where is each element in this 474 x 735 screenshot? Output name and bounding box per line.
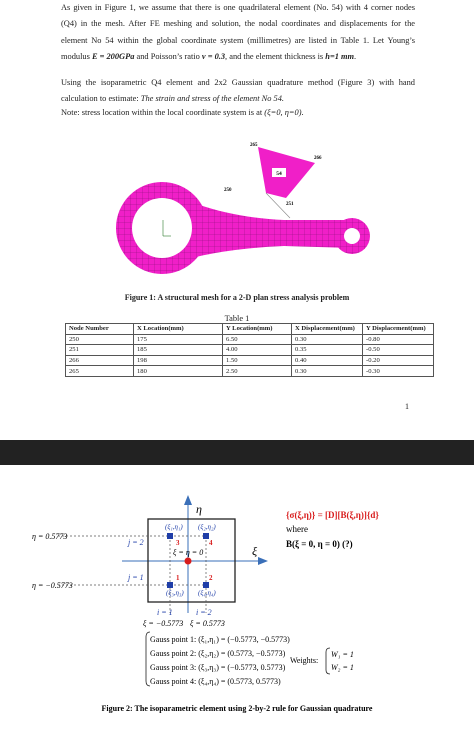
cell: 266 (66, 355, 134, 366)
table-header-row (66, 324, 434, 335)
cell: 175 (134, 334, 223, 345)
figure-2-caption: Figure 2: The isoparametric element using 2-by-2 rule for Gaussian quadrature (101, 704, 373, 713)
xi-left-label: ξ = −0.5773 (143, 619, 184, 628)
xi-right-label: ξ = 0.5773 (190, 619, 225, 628)
text-run: . (301, 108, 304, 117)
cell: 1.50 (223, 355, 292, 366)
j1-label: j = 1 (128, 573, 144, 582)
figure-2 (0, 465, 474, 735)
table-row (66, 355, 434, 366)
eta-axis-label: η (196, 502, 202, 516)
gp-top-right-label: (ξ₂,η₂) (198, 523, 216, 531)
xi-arrow-icon (258, 557, 268, 565)
node-251-label: 251 (286, 202, 294, 207)
task-paragraph (61, 75, 415, 108)
table-row (66, 366, 434, 377)
text-run: As given in Figure 1, we assume that there is one quadrilateral element (No. 54) with 4 corner nodes (Q4) in the mesh. After FE meshing and solution, the nodal coordinates and displacements for the element No 54 within the global coordinate system (millimetres) are listed in Table 1. Let Young’s modulus (61, 3, 415, 62)
intro-paragraph (61, 0, 415, 66)
gauss-point-marker (167, 533, 173, 539)
cell: 250 (66, 334, 134, 345)
cell: -0.30 (363, 366, 434, 377)
center-label: ξ = η = 0 (173, 548, 204, 557)
eta-upper-label: η = 0.5773 (32, 532, 68, 541)
cell: 6.50 (223, 334, 292, 345)
eta-arrow-icon (184, 495, 192, 505)
node-266-label: 266 (314, 156, 322, 161)
weights-label: Weights: (290, 656, 319, 665)
text-run: , and the element thickness is (225, 52, 326, 62)
j2-label: j = 2 (128, 538, 144, 547)
gauss-point-3: Gauss point 3: (ξ₃,η₃) = (−0.5773, 0.5773) (150, 663, 286, 672)
gp-top-left-label: (ξ₁,η₁) (165, 523, 183, 531)
page-separator (0, 440, 474, 465)
i1-label: i = 1 (157, 608, 173, 617)
weight-1: W₁ = 1 (331, 650, 354, 659)
cell: 198 (134, 355, 223, 366)
table-1-title: Table 1 (224, 314, 250, 323)
col-y-displacement: Y Displacement(mm) (363, 324, 434, 335)
weight-2: W₂ = 1 (331, 663, 354, 672)
table-row (66, 345, 434, 356)
node-250-label: 250 (224, 188, 232, 193)
col-x-location: X Location(mm) (134, 324, 223, 335)
page-number: 1 (405, 402, 409, 411)
table-row (66, 334, 434, 345)
cell: -0.50 (363, 345, 434, 356)
gp-number-3: 3 (176, 539, 180, 547)
element-54 (258, 147, 315, 198)
gauss-point-1: Gauss point 1: (ξ₁,η₁) = (−0.5773, −0.5773) (150, 635, 290, 644)
cell: 0.30 (292, 334, 363, 345)
cell: 180 (134, 366, 223, 377)
gauss-point-4: Gauss point 4: (ξ₄,η₄) = (0.5773, 0.5773) (150, 677, 281, 686)
page-2 (0, 465, 474, 735)
big-end-hole (132, 198, 192, 258)
gp-bottom-left-label: (ξ₃,η₃) (166, 589, 184, 597)
col-node-number: Node Number (66, 324, 134, 335)
gp-number-4: 4 (209, 539, 213, 547)
text-run: and Poisson’s ratio (134, 52, 202, 62)
where-label: where (286, 524, 308, 534)
text-run: . (354, 52, 357, 62)
text-run: ν = 0.3 (201, 52, 226, 62)
b-matrix-equation: B(ξ = 0, η = 0) (?) (286, 539, 353, 549)
figure-1-mesh (94, 132, 384, 290)
weights-brace (326, 648, 330, 674)
eta-lower-label: η = −0.5773 (32, 581, 73, 590)
cell: 0.35 (292, 345, 363, 356)
note-paragraph (61, 107, 415, 119)
text-run: Using the isoparametric Q4 element and 2x2 Gaussian quadrature method (Figure 3) with hand calculation to estimate: (61, 78, 415, 104)
text-run: (ξ=0, η=0) (264, 108, 302, 117)
gp-bottom-right-label: (ξ₄,η₄) (198, 589, 216, 597)
i2-label: i = 2 (196, 608, 212, 617)
text-run: The strain and stress of the element No 54. (140, 94, 285, 104)
text-run: h=1 mm (325, 52, 355, 62)
text-run: Note: stress location within the local coordinate system is at (61, 108, 265, 117)
element-54-label: 54 (276, 171, 282, 177)
cell: 0.30 (292, 366, 363, 377)
gp-number-2: 2 (209, 574, 213, 582)
xi-axis-label: ξ (252, 544, 258, 558)
cell: 0.40 (292, 355, 363, 366)
cell: 251 (66, 345, 134, 356)
cell: 185 (134, 345, 223, 356)
cell: 4.00 (223, 345, 292, 356)
cell: -0.20 (363, 355, 434, 366)
gp-number-1: 1 (176, 574, 180, 582)
col-y-location: Y Location(mm) (223, 324, 292, 335)
stress-equation: {σ(ξ,η)} = [D][B(ξ,η)]{d} (286, 510, 379, 520)
small-end-hole (344, 228, 360, 244)
text-run: E = 200GPa (91, 52, 135, 62)
node-265-label: 265 (250, 143, 258, 148)
gauss-point-marker (167, 582, 173, 588)
cell: 265 (66, 366, 134, 377)
col-x-displacement: X Displacement(mm) (292, 324, 363, 335)
figure-1-caption: Figure 1: A structural mesh for a 2-D plan stress analysis problem (124, 293, 350, 302)
gauss-point-2: Gauss point 2: (ξ₂,η₂) = (0.5773, −0.5773) (150, 649, 286, 658)
table-1 (65, 323, 434, 377)
cell: -0.80 (363, 334, 434, 345)
center-point-marker (185, 558, 192, 565)
cell: 2.50 (223, 366, 292, 377)
gauss-point-marker (203, 582, 209, 588)
